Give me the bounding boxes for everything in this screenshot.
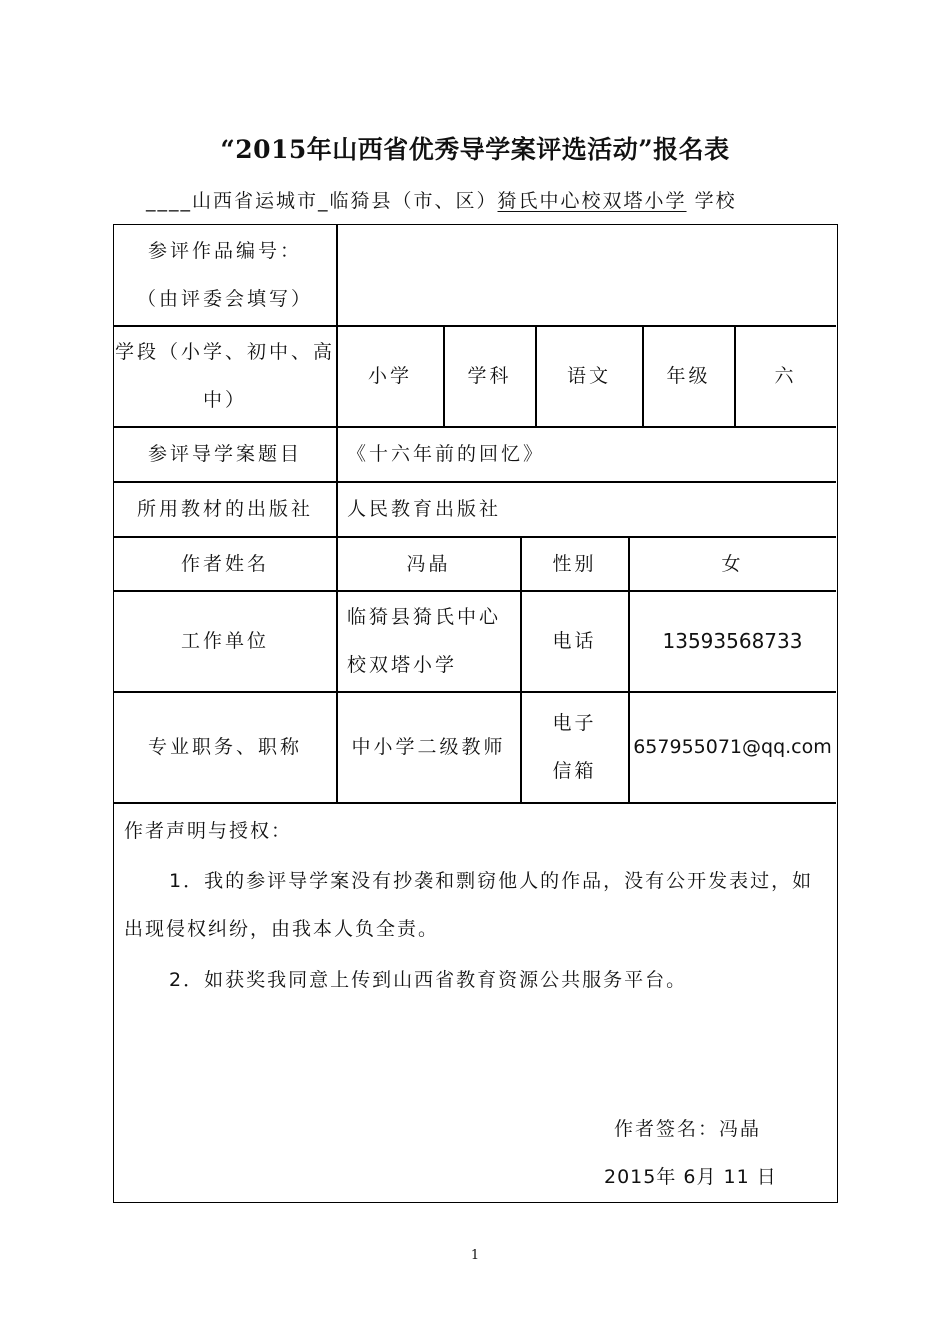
workplace-value-line2: 校双塔小学 [347, 654, 458, 676]
school-stage-label [114, 326, 336, 426]
professional-title-value: 中小学二级教师 [351, 736, 506, 758]
school-stage-label-line1: 学段（小学、初中、高 [114, 341, 335, 363]
declaration-item-2: 2．如获奖我同意上传到山西省教育资源公共服务平台。 [169, 969, 688, 991]
email-value: 657955071@qq.com [633, 736, 832, 758]
page-number: 1 [470, 1248, 480, 1263]
subject-label: 学科 [467, 365, 512, 387]
registration-table [113, 224, 838, 1203]
phone-value: 13593568733 [662, 629, 803, 653]
entry-number-label-line2: （由评委会填写） [136, 288, 313, 310]
author-name-value: 冯晶 [406, 552, 451, 575]
email-label-line1: 电子 [552, 712, 597, 734]
school-line-blank: ____ [146, 190, 192, 212]
publisher-label: 所用教材的出版社 [136, 498, 313, 520]
school-line-suffix: 学校 [686, 190, 737, 212]
school-line [146, 186, 737, 213]
entry-number-value[interactable] [337, 225, 836, 325]
school-line-location: 山西省运城市_临猗县（市、区） [192, 190, 498, 212]
grade-value: 六 [774, 365, 797, 387]
publisher-value: 人民教育出版社 [347, 498, 502, 520]
topic-value: 《十六年前的回忆》 [347, 443, 546, 465]
grade-label: 年级 [666, 365, 711, 387]
declaration-section [114, 804, 836, 1202]
professional-title-label: 专业职务、职称 [147, 736, 302, 758]
gender-value: 女 [721, 552, 744, 575]
declaration-heading: 作者声明与授权： [124, 820, 293, 842]
entry-number-label-line1: 参评作品编号： [147, 240, 302, 262]
declaration-item-1-line2: 出现侵权纠纷，由我本人负全责。 [124, 918, 440, 940]
workplace-value [337, 591, 520, 691]
signing-date: 2015年 6月 11 日 [604, 1166, 777, 1188]
declaration-item-1-line1: 1．我的参评导学案没有抄袭和剽窃他人的作品，没有公开发表过，如 [169, 870, 814, 892]
workplace-value-line1: 临猗县猗氏中心 [347, 606, 502, 628]
school-stage-value: 小学 [367, 365, 412, 387]
author-signature: 作者签名：冯晶 [614, 1118, 762, 1140]
topic-label: 参评导学案题目 [147, 443, 302, 465]
email-label-line2: 信箱 [552, 760, 597, 782]
workplace-label: 工作单位 [180, 630, 269, 652]
entry-number-label [114, 225, 336, 325]
school-line-school-name: 猗氏中心校双塔小学 [497, 190, 687, 212]
form-title: “2015年山西省优秀导学案评选活动”报名表 [220, 135, 730, 164]
school-stage-label-line2: 中） [202, 389, 247, 411]
phone-label: 电话 [552, 630, 597, 652]
subject-value: 语文 [566, 365, 611, 387]
gender-label: 性别 [552, 552, 597, 575]
email-label [521, 692, 628, 802]
author-name-label: 作者姓名 [180, 552, 269, 575]
